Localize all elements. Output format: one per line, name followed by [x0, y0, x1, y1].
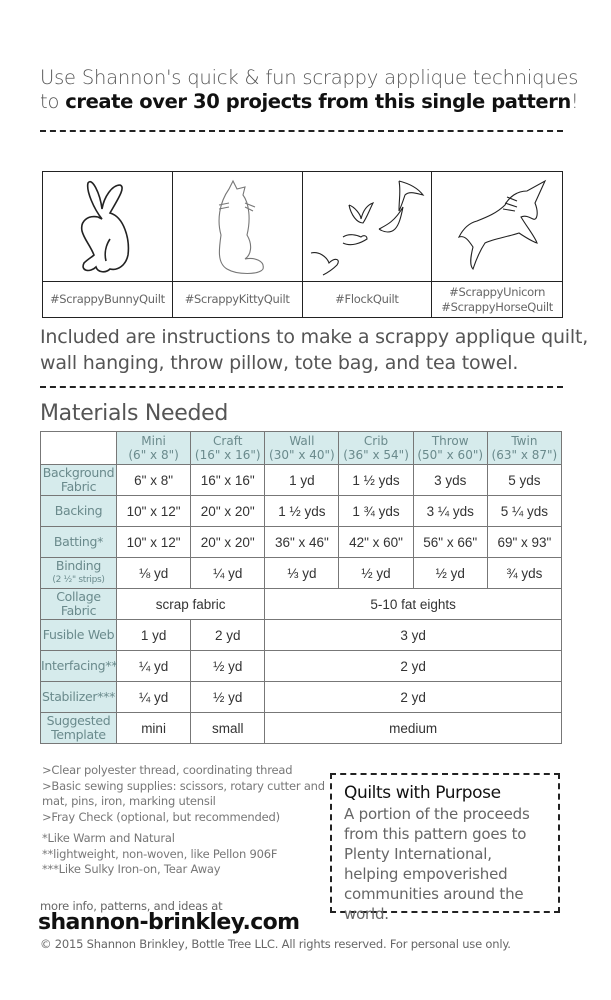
row-header: Backing	[41, 496, 117, 527]
footnote: *Like Warm and Natural	[42, 831, 175, 845]
supply-item: >Fray Check (optional, but recommended)	[42, 809, 280, 824]
row-header: Stabilizer***	[41, 682, 117, 713]
table-row: Stabilizer*** ¼ yd ½ yd 2 yd	[41, 682, 562, 713]
divider	[40, 386, 563, 388]
row-header: Suggested Template	[41, 713, 117, 744]
project-image-unicorn	[432, 172, 562, 282]
row-header: Fusible Web	[41, 620, 117, 651]
quilts-with-purpose-box	[330, 773, 560, 923]
cat-icon	[207, 179, 267, 275]
supply-item: >Basic sewing supplies: scissors, rotary cutter and mat, pins, iron, marking utensil	[42, 778, 325, 808]
column-header: Crib (36" x 54")	[339, 432, 413, 465]
intro-highlight: create over 30 projects from this single pattern	[65, 90, 571, 113]
table-row: Backing 10" x 12" 20" x 20" 1 ½ yds 1 ¾ yds 3 ¼ yds 5 ¼ yds	[41, 496, 562, 527]
column-header: Wall (30" x 40")	[265, 432, 339, 465]
row-header: Batting*	[41, 527, 117, 558]
row-header: Background Fabric	[41, 465, 117, 496]
table-row: Collage Fabric scrap fabric 5-10 fat eights	[41, 589, 562, 620]
materials-title: Materials Needed	[40, 401, 229, 426]
birds-icon	[307, 177, 427, 277]
intro-text	[40, 66, 580, 114]
table-row: Fusible Web 1 yd 2 yd 3 yd	[41, 620, 562, 651]
row-header: Binding (2 ½" strips)	[41, 558, 117, 589]
column-header: Twin (63" x 87")	[487, 432, 561, 465]
project-tag: #ScrappyBunnyQuilt	[43, 282, 173, 317]
header-blank	[41, 432, 117, 465]
table-row: Batting* 10" x 12" 20" x 20" 36" x 46" 42" x 60" 56" x 66" 69" x 93"	[41, 527, 562, 558]
supply-notes	[42, 763, 332, 878]
project-tag: #ScrappyUnicorn #ScrappyHorseQuilt	[441, 284, 553, 314]
table-row: Suggested Template mini small medium	[41, 713, 562, 744]
website-link[interactable]: shannon-brinkley.com	[38, 910, 300, 935]
project-tag: #ScrappyKittyQuilt	[173, 282, 303, 317]
unicorn-icon	[447, 177, 547, 277]
materials-table	[40, 431, 562, 744]
row-header: Interfacing**	[41, 651, 117, 682]
table-row: Binding (2 ½" strips) ⅛ yd ¼ yd ⅓ yd ½ yd ½ yd ¾ yds	[41, 558, 562, 589]
intro-line-1: Use Shannon's quick & fun scrappy applique techniques	[40, 66, 579, 89]
footnote: ***Like Sulky Iron-on, Tear Away	[42, 862, 221, 876]
table-header-row	[41, 432, 562, 465]
project-grid	[42, 171, 563, 318]
footnote: **lightweight, non-woven, like Pellon 906F	[42, 846, 278, 861]
supply-item: >Clear polyester thread, coordinating thread	[42, 763, 293, 777]
column-header: Mini (6" x 8")	[117, 432, 191, 465]
purpose-body: A portion of the proceeds from this pattern goes to Plenty International, helping empoverished communities around the world.	[344, 805, 530, 923]
purpose-title: Quilts with Purpose	[344, 783, 501, 803]
column-header: Craft (16" x 16")	[191, 432, 265, 465]
table-row: Interfacing** ¼ yd ½ yd 2 yd	[41, 651, 562, 682]
project-tag: #FlockQuilt	[303, 282, 433, 317]
project-image-cat	[173, 172, 303, 282]
project-image-birds	[303, 172, 433, 282]
row-header: Collage Fabric	[41, 589, 117, 620]
column-header: Throw (50" x 60")	[413, 432, 487, 465]
bunny-icon	[72, 179, 142, 275]
divider	[40, 130, 563, 132]
intro-line-2: to create over 30 projects from this single pattern!	[40, 90, 579, 113]
included-text: Included are instructions to make a scrappy applique quilt, wall hanging, throw pillow, tote bag, and tea towel.	[40, 326, 589, 374]
project-image-bunny	[43, 172, 173, 282]
copyright: © 2015 Shannon Brinkley, Bottle Tree LLC. All rights reserved. For personal use only.	[40, 937, 511, 951]
more-info-text: more info, patterns, and ideas at	[40, 899, 223, 913]
table-row: Background Fabric 6" x 8" 16" x 16" 1 yd 1 ½ yds 3 yds 5 yds	[41, 465, 562, 496]
